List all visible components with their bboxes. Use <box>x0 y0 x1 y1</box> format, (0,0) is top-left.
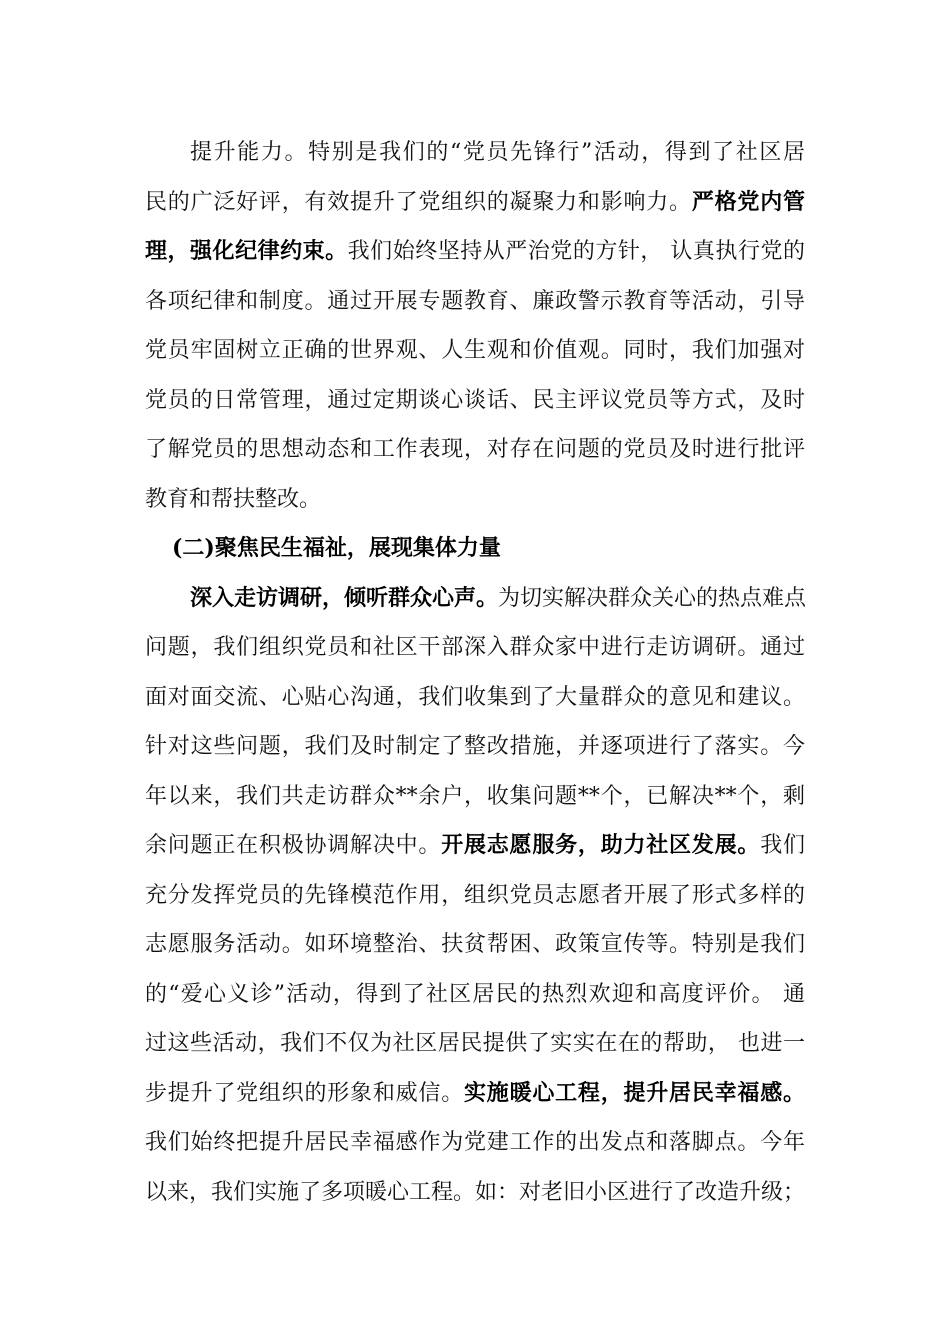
paragraph1-line-8: 教育和帮扶整改。 <box>145 487 322 512</box>
paragraph2-line-1: 深入走访调研，倾听群众心声。为切实解决群众关心的热点难点 <box>190 585 807 611</box>
paragraph2-line-5: 年以来，我们共走访群众**余户，收集问题**个，已解决**个，剩 <box>145 784 805 809</box>
bold-lead-visits: 深入走访调研，倾听群众心声。 <box>190 585 499 611</box>
paragraph2-line-6: 余问题正在积极协调解决中。开展志愿服务，助力社区发展。我们 <box>145 832 805 858</box>
paragraph1-line-2: 民的广泛好评，有效提升了党组织的凝聚力和影响力。严格党内管 <box>145 189 805 215</box>
paragraph1-line-7: 了解党员的思想动态和工作表现，对存在问题的党员及时进行批评 <box>145 437 805 462</box>
paragraph2-line-8: 志愿服务活动。如环境整治、扶贫帮困、政策宣传等。特别是我们 <box>145 932 805 957</box>
paragraph1-line-3: 理，强化纪律约束。我们始终坚持从严治党的方针， 认真执行党的 <box>145 238 805 264</box>
paragraph2-line-12: 我们始终把提升居民幸福感作为党建工作的出发点和落脚点。今年 <box>145 1130 805 1155</box>
paragraph2-line-3: 面对面交流、心贴心沟通，我们收集到了大量群众的意见和建议。 <box>145 685 805 710</box>
bold-lead-discipline: 理，强化纪律约束。 <box>145 238 348 264</box>
paragraph2-line-13: 以来，我们实施了多项暖心工程。如：对老旧小区进行了改造升级； <box>145 1180 806 1205</box>
bold-lead-volunteer: 开展志愿服务，助力社区发展。 <box>441 832 761 858</box>
bold-lead-warm-projects: 实施暖心工程，提升居民幸福感。 <box>464 1080 805 1106</box>
paragraph2-line-7: 充分发挥党员的先锋模范作用，组织党员志愿者开展了形式多样的 <box>145 883 805 908</box>
paragraph1-line-4: 各项纪律和制度。通过开展专题教育、廉政警示教育等活动，引导 <box>145 289 805 314</box>
paragraph2-line-9: 的“爱心义诊”活动，得到了社区居民的热烈欢迎和高度评价。 通 <box>145 982 805 1007</box>
paragraph1-line-6: 党员的日常管理，通过定期谈心谈话、民主评议党员等方式，及时 <box>145 388 805 413</box>
paragraph1-line-5: 党员牢固树立正确的世界观、人生观和价值观。同时，我们加强对 <box>145 338 805 363</box>
bold-lead-strict-management: 严格党内管 <box>691 189 805 215</box>
paragraph2-line-2: 问题，我们组织党员和社区干部深入群众家中进行走访调研。通过 <box>145 635 805 660</box>
paragraph2-line-11: 步提升了党组织的形象和威信。实施暖心工程，提升居民幸福感。 <box>145 1080 805 1106</box>
section-heading: (二)聚焦民生福祉，展现集体力量 <box>172 535 501 561</box>
paragraph1-line-1: 提升能力。特别是我们的“党员先锋行”活动，得到了社区居 <box>190 140 805 165</box>
paragraph2-line-4: 针对这些问题，我们及时制定了整改措施，并逐项进行了落实。今 <box>145 734 805 759</box>
paragraph2-line-10: 过这些活动，我们不仅为社区居民提供了实实在在的帮助， 也进一 <box>145 1031 805 1056</box>
